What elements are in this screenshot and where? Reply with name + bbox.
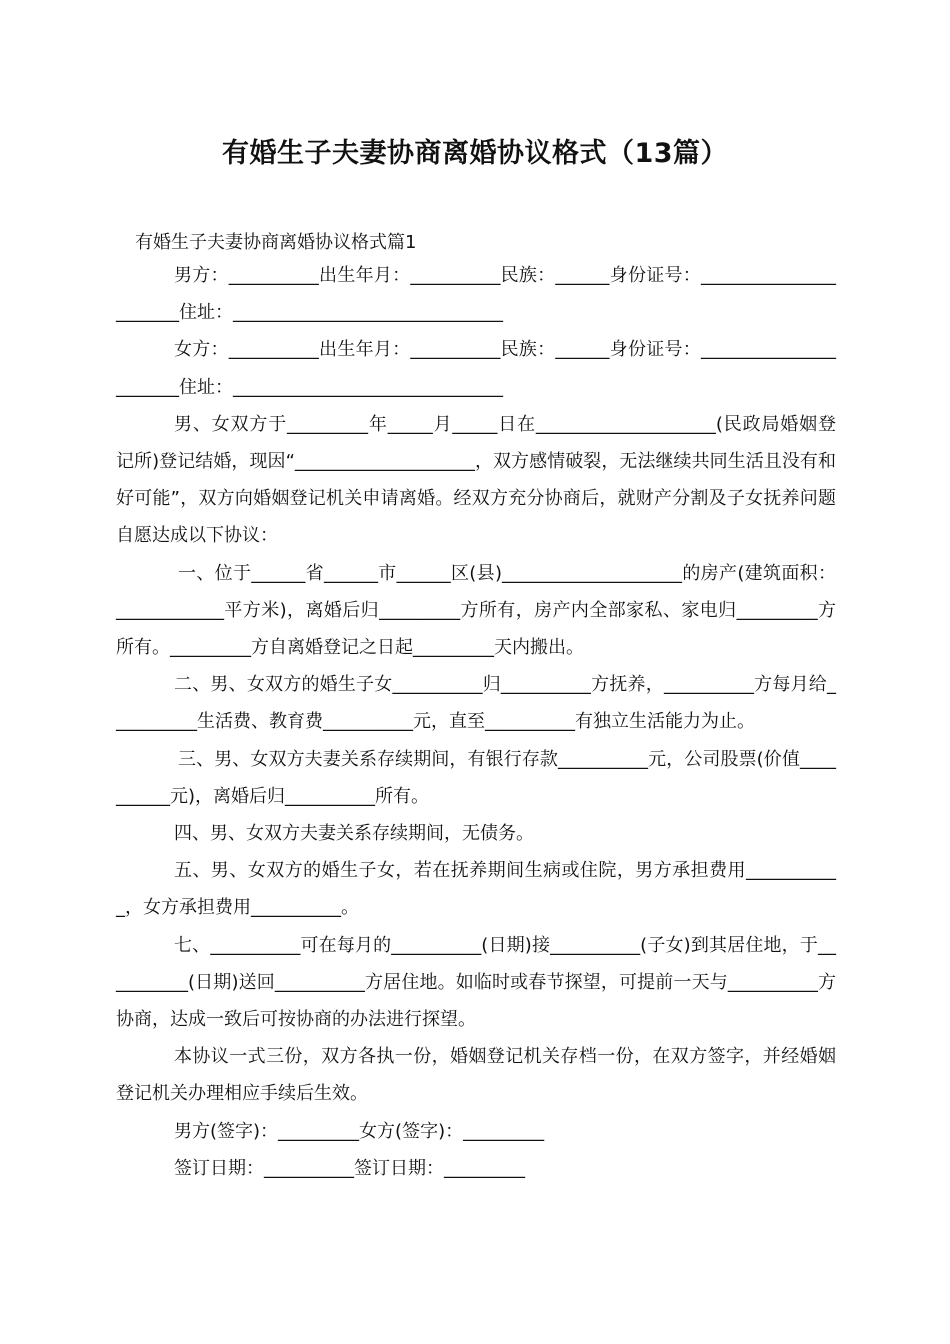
signing-date-line: 签订日期：__________签订日期：_________ — [174, 1157, 525, 1179]
child-custody-clause: 二、男、女双方的婚生子女__________归__________方抚养，__________方每月给__________生活费、教育费__________元，直至__________有独立生活能力为止。 — [116, 674, 836, 733]
medical-cost-clause: 五、男、女双方的婚生子女，若在抚养期间生病或住院，男方承担费用___________，女方承担费用__________。 — [116, 860, 836, 919]
property-clause: 一、位于______省______市______区(县)____________________的房产(建筑面积：____________平方米)，离婚后归_________方所有，房产内全部家私、家电归_________方所有。_________方自离婚登记之日起_________天内搬出。 — [116, 562, 836, 659]
copies-effect-clause: 本协议一式三份，双方各执一份，婚姻登记机关存档一份，在双方签字，并经婚姻登记机关办理相应手续后生效。 — [116, 1046, 836, 1105]
savings-stock-clause: 三、男、女双方夫妻关系存续期间，有银行存款__________元，公司股票(价值__________元)，离婚后归__________所有。 — [116, 748, 836, 807]
document-body — [116, 257, 836, 1187]
document-title: 有婚生子夫妻协商离婚协议格式（13篇） — [221, 138, 729, 169]
signature-line: 男方(签字)：_________女方(签字)：_________ — [174, 1120, 545, 1142]
debt-clause: 四、男、女双方夫妻关系存续期间，无债务。 — [174, 823, 534, 845]
female-party-info: 女方：__________出生年月：__________民族：______身份证号：______________________住址：______________________________ — [116, 339, 836, 398]
section-heading: 有婚生子夫妻协商离婚协议格式篇1 — [135, 232, 417, 253]
marriage-registration-clause: 男、女双方于_________年_____月_____日在____________________(民政局婚姻登记所)登记结婚，现因“____________________，双方感情破裂，无法继续共同生活且没有和好可能”，双方向婚姻登记机关申请离婚。经双方充分协商后，就财产分割及子女抚养问题自愿达成以下协议： — [116, 413, 836, 547]
visitation-clause: 七、__________可在每月的__________(日期)接__________(子女)到其居住地，于__________(日期)送回__________方居住地。如临时或春节探望，可提前一天与__________方协商，达成一致后可按协商的办法进行探望。 — [116, 934, 836, 1031]
male-party-info: 男方：__________出生年月：__________民族：______身份证号：______________________住址：______________________________ — [116, 265, 836, 324]
